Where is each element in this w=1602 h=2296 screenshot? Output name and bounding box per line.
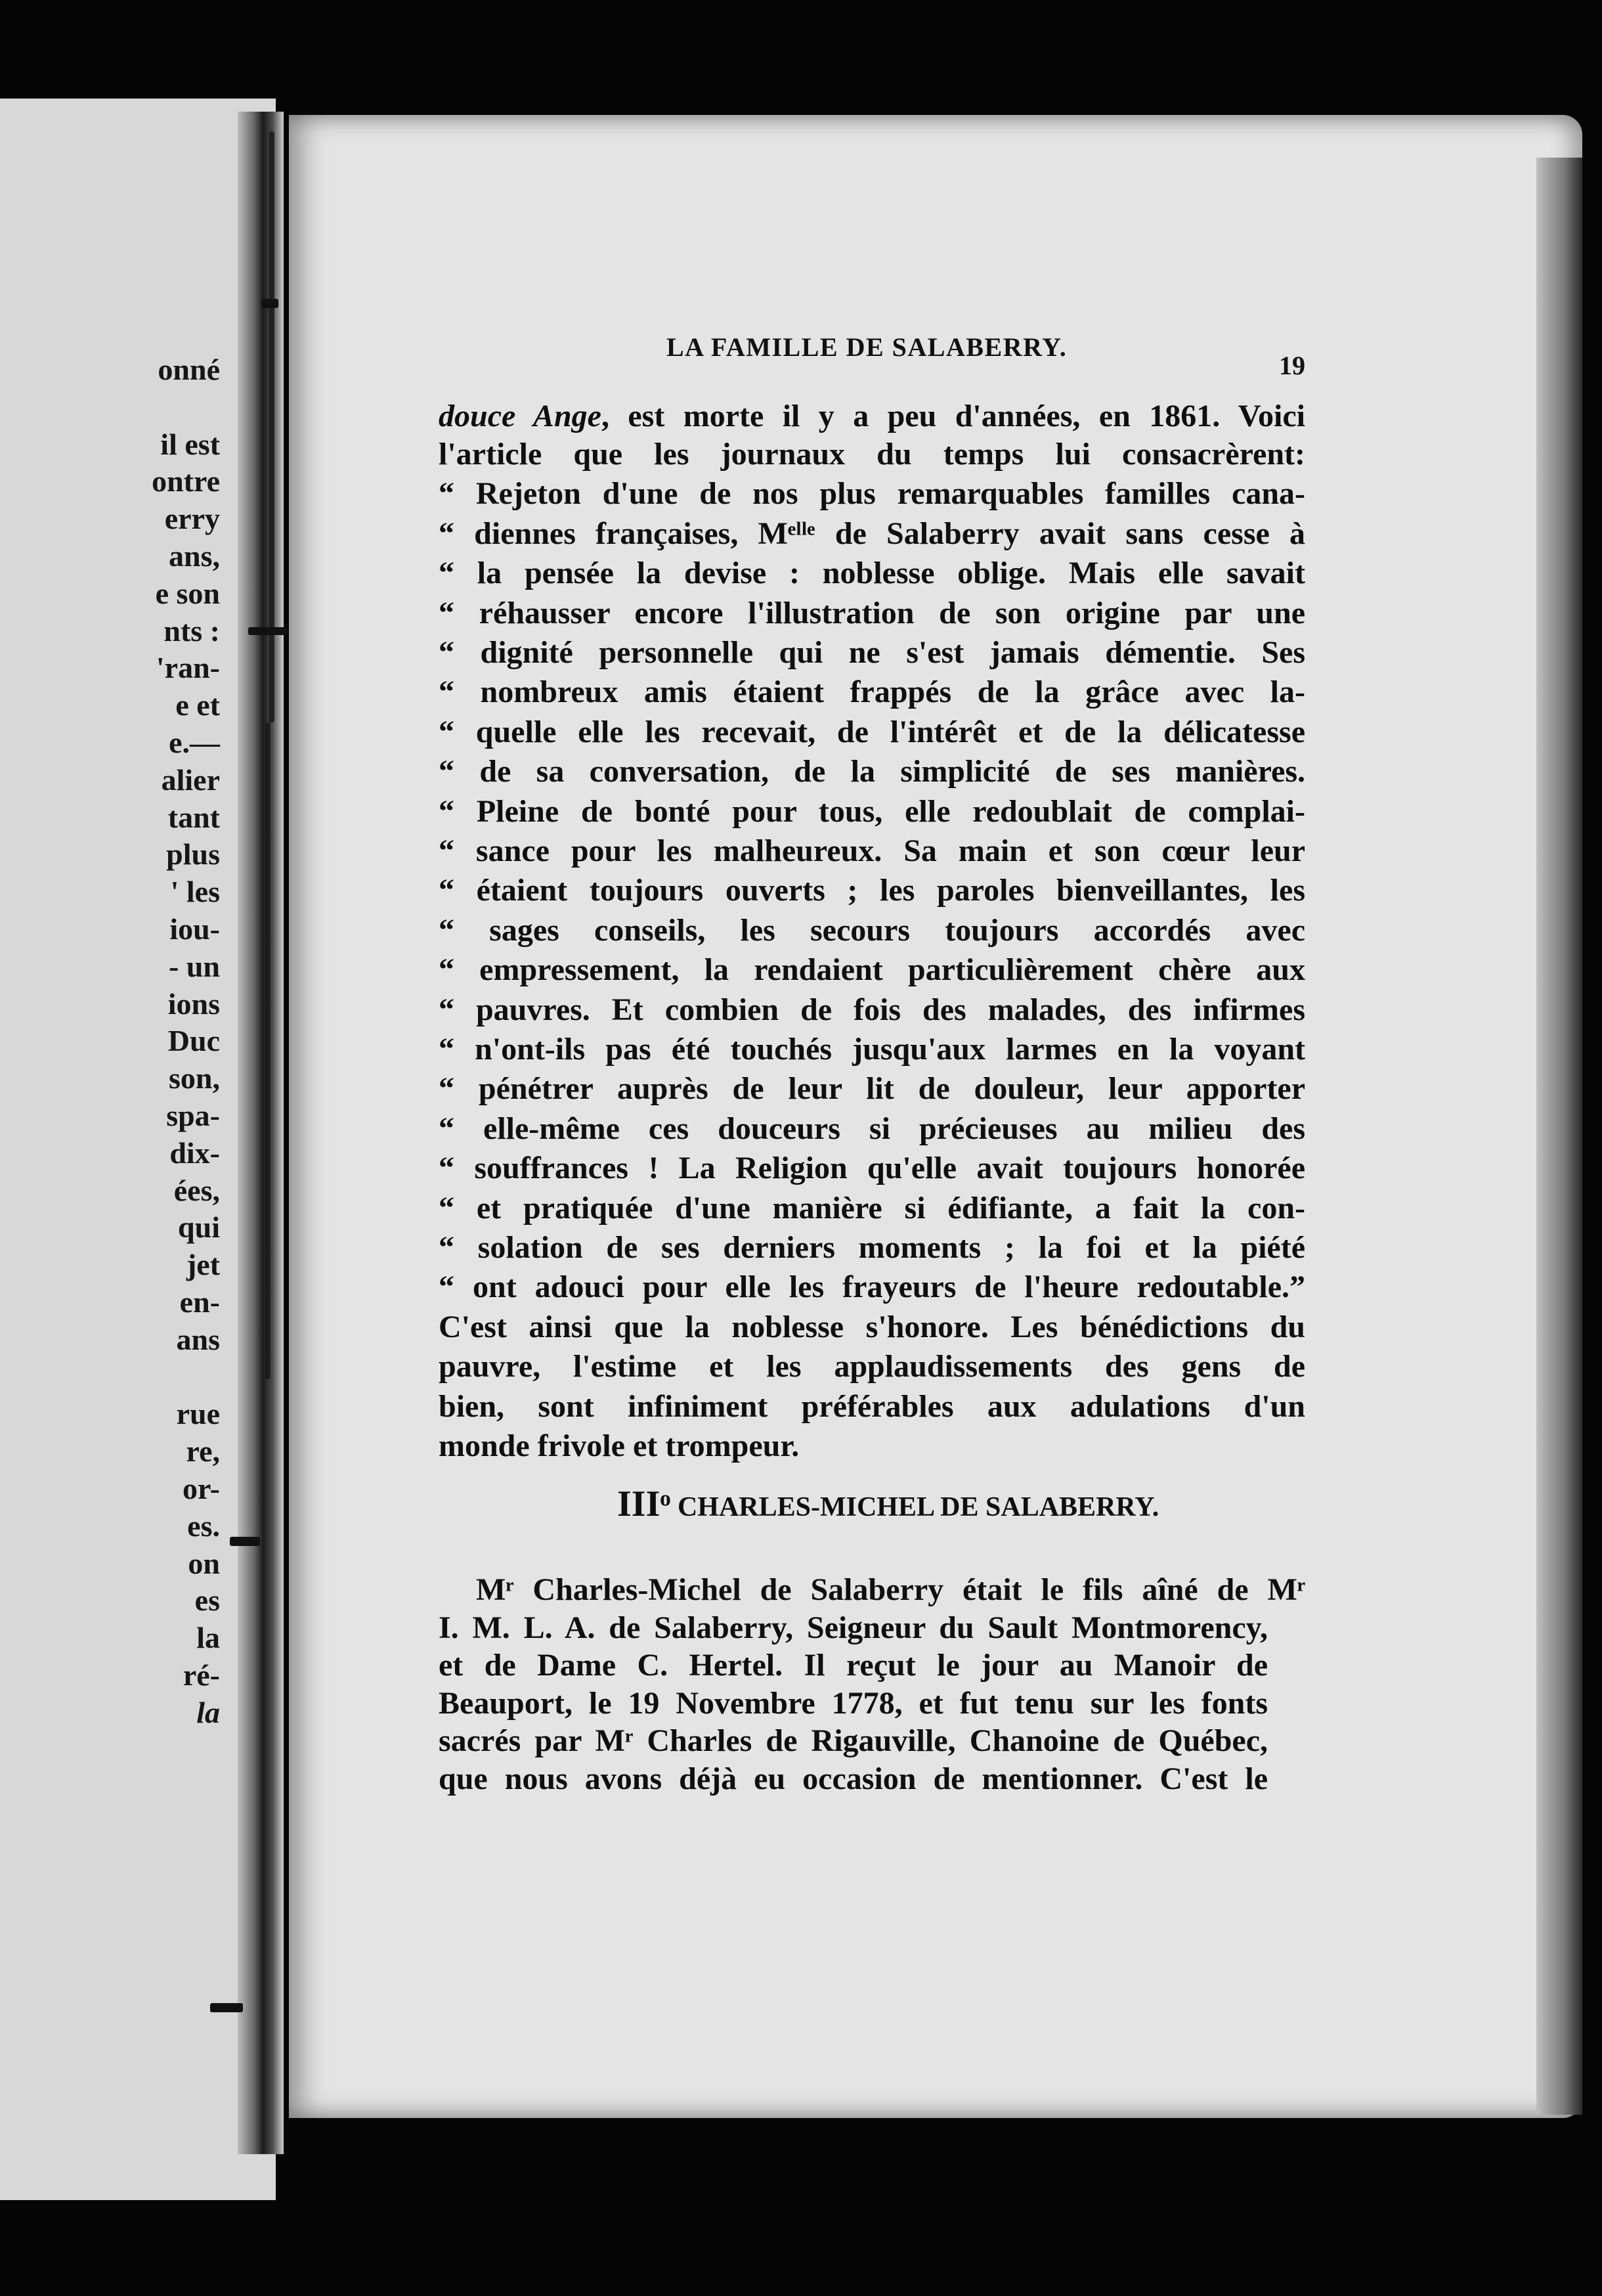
left-page-fragment: en- (179, 1285, 220, 1319)
left-page-fragment: on (188, 1546, 220, 1580)
left-page-fragment: - un (169, 949, 220, 983)
section-body-line: Beauport, le 19 Novembre 1778, et fut tenu sur les fonts (439, 1685, 1268, 1721)
running-head: LA FAMILLE DE SALABERRY. (666, 332, 1068, 362)
left-page-fragment: e et (175, 688, 220, 722)
left-page-fragment: es (194, 1583, 220, 1618)
body-line: l'article que les journaux du temps lui consacrèrent: (439, 437, 1305, 472)
page-number: 19 (1279, 351, 1305, 380)
left-page-fragment: ' les (170, 875, 220, 909)
body-line-first (439, 397, 1305, 435)
left-page-fragment: Duc (167, 1024, 220, 1058)
body-line: “ et pratiquée d'une manière si édifiante, a fait la con- (439, 1190, 1305, 1225)
left-page-fragment: ans (176, 1322, 220, 1356)
body-line: “ solation de ses derniers moments ; la foi et la piété (439, 1230, 1305, 1265)
body-line: bien, sont infiniment préférables aux adulations d'un (439, 1388, 1305, 1424)
section-body-line: sacrés par Mʳ Charles de Rigauville, Chanoine de Québec, (439, 1723, 1268, 1758)
left-page-fragment: e.— (169, 725, 220, 759)
body-line: C'est ainsi que la noblesse s'honore. Les bénédictions du (439, 1309, 1305, 1344)
left-page-fragment: e son (155, 576, 220, 610)
section-body-line: et de Dame C. Hertel. Il reçut le jour au Manoir de (439, 1648, 1268, 1683)
body-line: “ de sa conversation, de la simplicité de ses manières. (439, 754, 1305, 789)
body-line: “ nombreux amis étaient frappés de la grâce avec la- (439, 674, 1305, 710)
section-body-line: I. M. L. A. de Salaberry, Seigneur du Sault Montmorency, (439, 1610, 1268, 1645)
italic-phrase: douce Ange (439, 399, 601, 433)
left-page-fragment: ions (167, 986, 220, 1021)
body-line: pauvre, l'estime et les applaudissements des gens de (439, 1349, 1305, 1384)
left-page-fragment: nts : (163, 613, 220, 648)
body-line: “ empressement, la rendaient particulièrement chère aux (439, 952, 1305, 988)
section-heading (617, 1483, 1159, 1525)
body-line: “ ont adouci pour elle les frayeurs de l'heure redoutable.” (439, 1269, 1305, 1305)
left-page-fragment: il est (160, 427, 220, 461)
section-body-line: que nous avons déjà eu occasion de mentionner. C'est le (439, 1761, 1268, 1796)
body-line: “ étaient toujours ouverts ; les paroles bienveillantes, les (439, 873, 1305, 908)
body-line-rest: , est morte il y a peu d'années, en 1861. Voici (601, 399, 1305, 433)
body-line: “ sance pour les malheureux. Sa main et son cœur leur (439, 833, 1305, 868)
body-line: “ quelle elle les recevait, de l'intérêt et de la délicatesse (439, 714, 1305, 749)
body-line: “ pénétrer auprès de leur lit de douleur, leur apporter (439, 1071, 1305, 1107)
body-line: “ n'ont-ils pas été touchés jusqu'aux larmes en la voyant (439, 1032, 1305, 1067)
left-page-fragment: dix- (169, 1136, 220, 1170)
left-page-fragment: ontre (152, 464, 220, 498)
left-page-fragment: tant (167, 800, 220, 834)
body-line: “ sages conseils, les secours toujours accordés avec (439, 912, 1305, 948)
body-line: “ diennes françaises, Mᵉˡˡᵉ de Salaberry avait sans cesse à (439, 516, 1305, 551)
body-line: monde frivole et trompeur. (439, 1428, 800, 1463)
body-line: “ souffrances ! La Religion qu'elle avait toujours honorée (439, 1151, 1305, 1186)
left-page-fragment: jet (186, 1248, 220, 1282)
left-page-fragment: la (196, 1621, 220, 1655)
left-page-fragment: son, (169, 1061, 220, 1095)
left-page-fragment: ans, (169, 539, 220, 573)
left-page-fragment: alier (161, 762, 220, 797)
page-edge-shadow (1536, 158, 1582, 2115)
left-page-fragment: erry (164, 502, 220, 536)
section-number: IIIᵒ (617, 1484, 671, 1524)
left-page-text-fragments (0, 351, 220, 1731)
left-page-fragment: la (196, 1695, 220, 1729)
left-page-fragment: plus (166, 837, 220, 872)
section-body-line: Mʳ Charles-Michel de Salaberry était le fils aîné de Mʳ (476, 1572, 1305, 1607)
left-page-fragment: ré- (183, 1658, 220, 1692)
left-page-fragment: onné (158, 353, 220, 386)
body-line: “ la pensée la devise : noblesse oblige. Mais elle savait (439, 556, 1305, 591)
book-gutter (238, 112, 284, 2154)
left-page-fragment: 'ran- (156, 651, 220, 685)
body-line: “ Rejeton d'une de nos plus remarquables familles cana- (439, 476, 1305, 512)
body-line: “ elle-même ces douceurs si précieuses au milieu des (439, 1111, 1305, 1146)
section-title: CHARLES-MICHEL DE SALABERRY. (677, 1492, 1159, 1522)
body-line: “ réhausser encore l'illustration de son origine par une (439, 595, 1305, 630)
left-page-fragment: iou- (169, 912, 220, 946)
body-line: “ Pleine de bonté pour tous, elle redoublait de complai- (439, 793, 1305, 829)
left-page-fragment: qui (178, 1210, 220, 1245)
left-page-fragment: re, (186, 1434, 220, 1468)
body-line: “ pauvres. Et combien de fois des malades, des infirmes (439, 992, 1305, 1027)
left-page-fragment (0, 1359, 220, 1396)
left-page-fragment: or- (182, 1471, 220, 1505)
left-page-fragment: ées, (173, 1173, 220, 1207)
body-line: “ dignité personnelle qui ne s'est jamais démentie. Ses (439, 635, 1305, 670)
left-page-fragment: rue (176, 1397, 220, 1431)
left-page-fragment: es. (187, 1509, 220, 1543)
left-page-fragment (0, 389, 220, 426)
left-page-fragment: spa- (166, 1098, 220, 1132)
